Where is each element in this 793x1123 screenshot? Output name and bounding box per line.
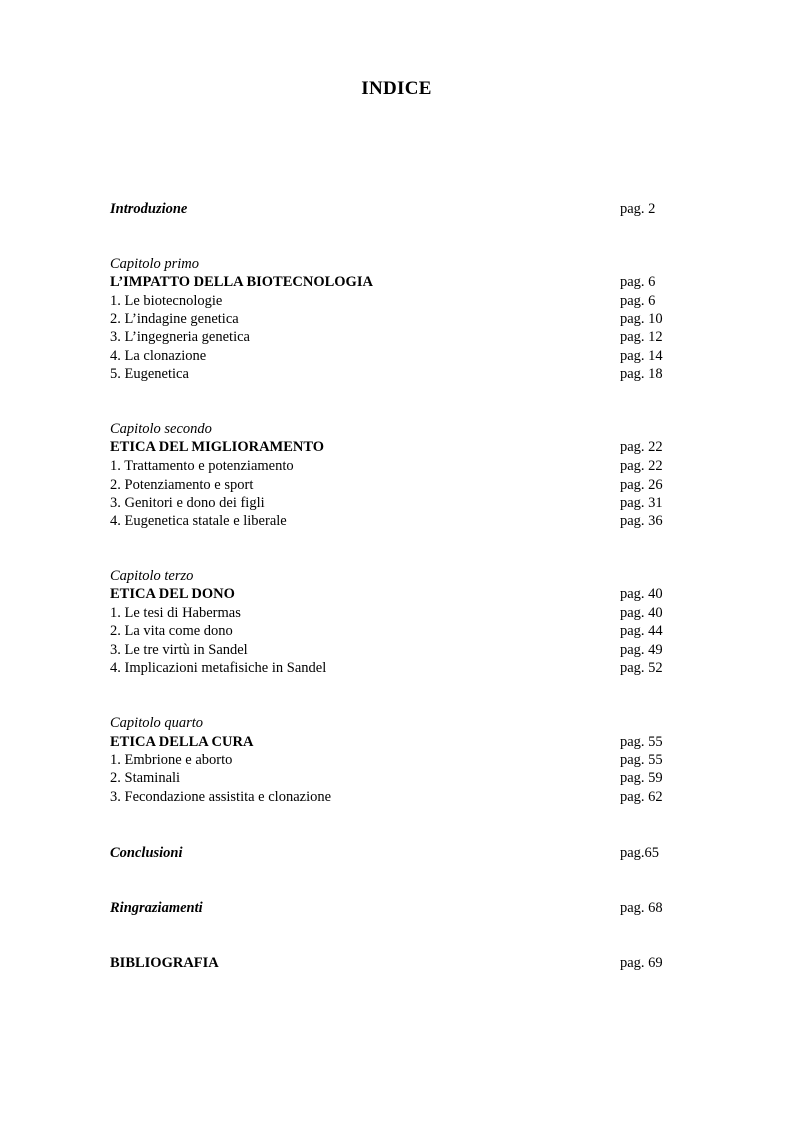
chapter-caption: Capitolo terzo <box>110 568 194 584</box>
toc-entry-acknowledgements <box>110 899 690 917</box>
chapter-title: ETICA DEL MIGLIORAMENTO <box>110 439 325 455</box>
chapter-caption: Capitolo primo <box>110 256 200 272</box>
chapter-title-entry <box>110 733 690 751</box>
toc-entry-bibliography <box>110 954 690 972</box>
chapter-caption: Capitolo secondo <box>110 421 212 437</box>
toc-section-entry: 1. Trattamento e potenziamento pag. 22 <box>110 458 663 474</box>
toc-entry-label: Conclusioni <box>110 845 183 861</box>
toc-section-entry: 4. Implicazioni metafisiche in Sandel pag. 52 <box>110 660 663 676</box>
toc-section-entry: 2. L’indagine genetica pag. 10 <box>110 311 663 327</box>
toc-entry-label: BIBLIOGRAFIA <box>110 955 219 971</box>
toc-section-entry: 3. Genitori e dono dei figli pag. 31 <box>110 495 663 511</box>
toc-entry-page: pag.65 <box>620 845 660 861</box>
page-title: INDICE <box>361 78 432 99</box>
toc-entry-label: Ringraziamenti <box>110 900 203 916</box>
toc-entry-page: pag. 6 <box>620 274 656 290</box>
chapter-title-entry <box>110 585 690 603</box>
chapter-title: ETICA DEL DONO <box>110 586 235 602</box>
toc-section-entry: 1. Le biotecnologie pag. 6 <box>110 293 656 309</box>
toc-section-entry: 2. Potenziamento e sport pag. 26 <box>110 477 663 493</box>
toc-section-entry: 2. Staminali pag. 59 <box>110 770 663 786</box>
toc-entry-page: pag. 69 <box>620 955 663 971</box>
toc-section-entry: 1. Embrione e aborto pag. 55 <box>110 752 663 768</box>
chapter-title-entry <box>110 438 690 456</box>
toc-entry-page: pag. 68 <box>620 900 663 916</box>
toc-entry-conclusions <box>110 844 690 862</box>
toc-section-entry: 1. Le tesi di Habermas pag. 40 <box>110 605 663 621</box>
toc-entry-label: Introduzione <box>110 201 188 217</box>
toc-entry-page: pag. 40 <box>620 586 663 602</box>
chapter-title: L’IMPATTO DELLA BIOTECNOLOGIA <box>110 274 373 290</box>
toc-section-entry: 3. L’ingegneria genetica pag. 12 <box>110 329 663 345</box>
toc-entry-page: pag. 2 <box>620 201 656 217</box>
chapter-caption: Capitolo quarto <box>110 715 204 731</box>
toc-section-entry: 3. Fecondazione assistita e clonazione pag. 62 <box>110 789 663 805</box>
toc-entry-page: pag. 55 <box>620 734 663 750</box>
chapter-title: ETICA DELLA CURA <box>110 734 254 750</box>
chapter-title-entry <box>110 273 690 291</box>
toc-section-entry: 4. Eugenetica statale e liberale pag. 36 <box>110 513 663 529</box>
toc-section-entry: 5. Eugenetica pag. 18 <box>110 366 663 382</box>
toc-section-entry: 3. Le tre virtù in Sandel pag. 49 <box>110 642 663 658</box>
toc-section-entry: 2. La vita come dono pag. 44 <box>110 623 663 639</box>
toc-entry-introduction <box>110 200 690 218</box>
toc-entry-page: pag. 22 <box>620 439 663 455</box>
toc-section-entry: 4. La clonazione pag. 14 <box>110 348 663 364</box>
